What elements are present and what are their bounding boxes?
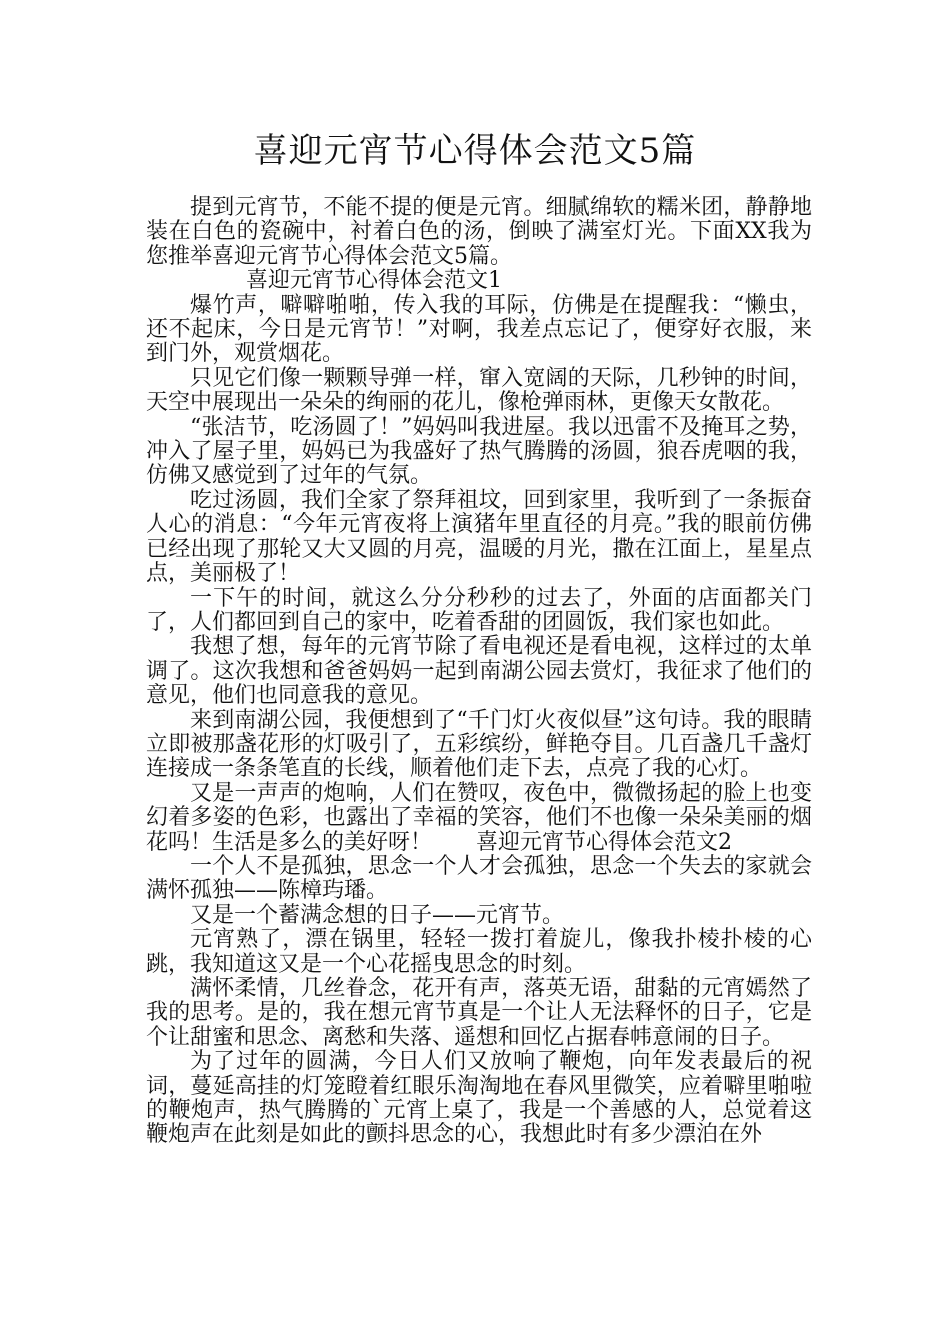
paragraph: 一下午的时间，就这么分分秒秒的过去了，外面的店面都关门了，人们都回到自己的家中，吃着香甜的团圆饭，我们家也如此。 <box>146 585 812 635</box>
section-heading-2: 喜迎元宵节心得体会范文2 <box>476 829 733 855</box>
paragraph-with-heading <box>146 782 812 855</box>
paragraph: 我想了想，每年的元宵节除了看电视还是看电视，这样过的太单调了。这次我想和爸爸妈妈一起到南湖公园去赏灯，我征求了他们的意见，他们也同意我的意见。 <box>146 634 812 709</box>
document-body <box>146 196 812 1148</box>
paragraph: 一个人不是孤独，思念一个人才会孤独，思念一个失去的家就会满怀孤独——陈樟玙璠。 <box>146 853 812 904</box>
paragraph: 吃过汤圆，我们全家了祭拜祖坟，回到家里，我听到了一条振奋人心的消息：“今年元宵夜将上演猪年里直径的月亮。”我的眼前仿佛已经出现了那轮又大又圆的月亮，温暖的月光，撒在江面上，星星点点，美丽极了！ <box>146 487 812 587</box>
paragraph: 爆竹声，噼噼啪啪，传入我的耳际，仿佛是在提醒我：“懒虫，还不起床，今日是元宵节！”对啊，我差点忘记了，便穿好衣服，来到门外，观赏烟花。 <box>146 292 812 367</box>
paragraph: 为了过年的圆满，今日人们又放响了鞭炮，向年发表最后的祝词，蔓延高挂的灯笼瞪着红眼乐淘淘地在春风里微笑，应着噼里啪啦的鞭炮声，热气腾腾的`元宵上桌了，我是一个善感的人，总觉着这鞭炮声在此刻是如此的颤抖思念的心，我想此时有多少漂泊在外 <box>146 1049 812 1148</box>
paragraph: 来到南湖公园，我便想到了“千门灯火夜似昼”这句诗。我的眼睛立即被那盏花形的灯吸引了，五彩缤纷，鲜艳夺目。几百盏几千盏灯连接成一条条笔直的长线，顺着他们走下去，点亮了我的心灯。 <box>146 707 812 782</box>
section-heading-1: 喜迎元宵节心得体会范文1 <box>246 268 502 294</box>
paragraph: 只见它们像一颗颗导弹一样，窜入宽阔的天际，几秒钟的时间，天空中展现出一朵朵的绚丽的花儿，像枪弹雨林，更像天女散花。 <box>146 365 812 416</box>
intro-paragraph: 提到元宵节，不能不提的便是元宵。细腻绵软的糯米团，静静地装在白色的瓷碗中，衬着白色的汤，倒映了满室灯光。下面XX我为您推举喜迎元宵节心得体会范文5篇。 <box>146 195 812 269</box>
paragraph: 满怀柔情，几丝眷念，花开有声，落英无语，甜黏的元宵嫣然了我的思考。是的，我在想元宵节真是一个让人无法释怀的日子，它是个让甜蜜和思念、离愁和失落、遥想和回忆占据春帏意闹的日子。 <box>146 976 812 1050</box>
paragraph: 元宵熟了，漂在锅里，轻轻一拨打着旋儿，像我扑棱扑棱的心跳，我知道这又是一个心花摇曳思念的时刻。 <box>146 927 812 977</box>
document-title: 喜迎元宵节心得体会范文5篇 <box>253 131 697 171</box>
paragraph: “张洁节，吃汤圆了！”妈妈叫我进屋。我以迅雷不及掩耳之势，冲入了屋子里，妈妈已为我盛好了热气腾腾的汤圆，狼吞虎咽的我，仿佛又感觉到了过年的气氛。 <box>146 414 812 489</box>
paragraph: 又是一个蓄满念想的日子——元宵节。 <box>190 902 565 928</box>
paragraph-text: 又是一声声的炮响，人们在赞叹，夜色中，微微扬起的脸上也变幻着多姿的色彩，也露出了幸福的笑容，他们不也像一朵朵美丽的烟花吗！生活是多么的美好呀！ <box>146 780 812 855</box>
